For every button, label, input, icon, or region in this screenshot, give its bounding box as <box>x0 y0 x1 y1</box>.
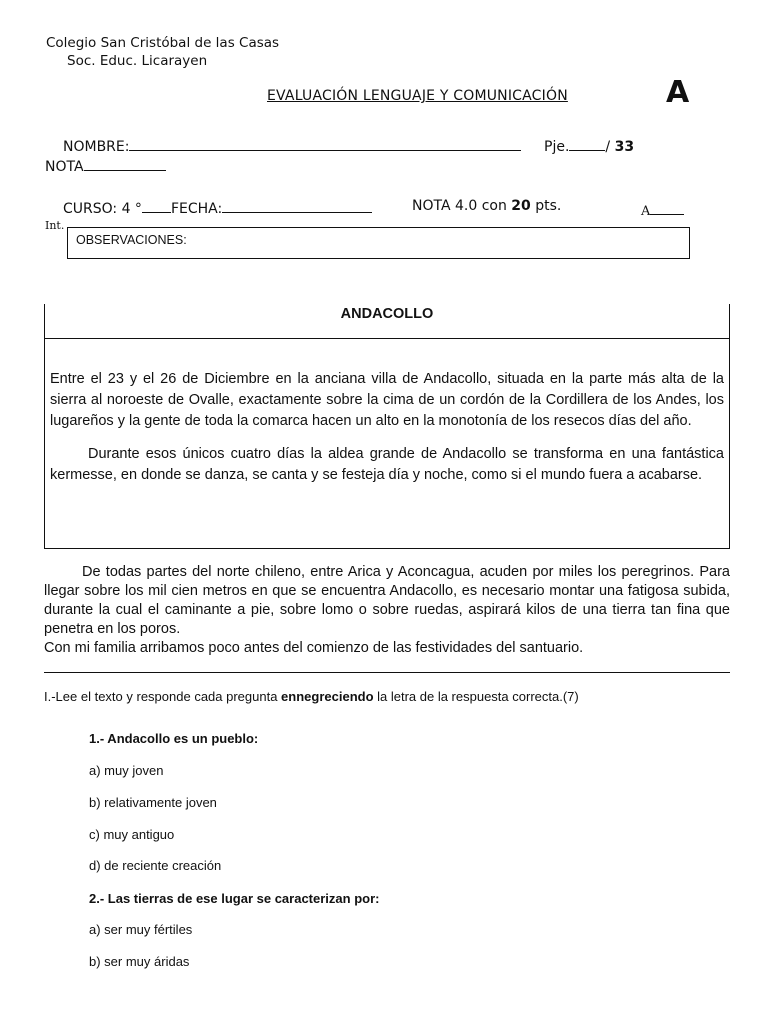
exam-title: EVALUACIÓN LENGUAJE Y COMUNICACIÓN <box>267 88 568 104</box>
question-1-option-d[interactable]: d) de reciente creación <box>89 858 222 873</box>
nombre-label: NOMBRE: <box>63 139 130 155</box>
nota-label: NOTA <box>45 159 84 175</box>
question-1-heading: 1.- Andacollo es un pueblo: <box>89 731 259 746</box>
pje-input-line[interactable] <box>569 136 605 151</box>
nota-row <box>45 156 166 175</box>
question-1-option-b[interactable]: b) relativamente joven <box>89 795 217 810</box>
name-row <box>63 136 521 155</box>
reading-continuation <box>44 563 730 658</box>
curso-row <box>63 198 372 217</box>
a-row <box>641 200 684 219</box>
reading-paragraph-1: Entre el 23 y el 26 de Diciembre en la anciana villa de Andacollo, situada en la parte más alta de la sierra al noroeste de Ovalle, exactamente sobre la cima de un cordón de la Cordillera de los Andes, los lugareños y la gente de toda la comarca hacen un alto en la monotonía de los resecos días del año. <box>50 371 724 429</box>
question-2-option-a[interactable]: a) ser muy fértiles <box>89 922 193 937</box>
int-label: Int. <box>45 219 65 232</box>
fecha-label: FECHA: <box>170 201 223 217</box>
instructions-bold: ennegreciendo <box>281 689 374 704</box>
school-society: Soc. Educ. Licarayen <box>67 53 208 69</box>
observaciones-box[interactable] <box>67 227 690 259</box>
curso-label: CURSO: 4 ° <box>63 201 142 217</box>
question-2-option-b[interactable]: b) ser muy áridas <box>89 954 190 969</box>
fecha-input-line[interactable] <box>222 198 372 213</box>
pje-total: 33 <box>614 139 635 155</box>
section-divider <box>44 672 730 673</box>
instructions-prefix: I.-Lee el texto y responde cada pregunta <box>44 689 282 704</box>
nota-rule-suffix: pts. <box>535 198 562 214</box>
reading-closing-line: Con mi familia arribamos poco antes del comienzo de las festividades del santuario. <box>44 640 584 656</box>
pje-row <box>544 136 634 155</box>
nota-rule <box>412 198 561 214</box>
instructions <box>44 689 579 704</box>
reading-box <box>44 304 730 549</box>
curso-input-line[interactable] <box>142 198 171 213</box>
instructions-suffix: la letra de la respuesta correcta.(7) <box>373 689 579 704</box>
a-input-line[interactable] <box>650 200 684 215</box>
school-name: Colegio San Cristóbal de las Casas <box>46 35 280 51</box>
pje-label: Pje. <box>544 139 570 155</box>
nota-rule-prefix: NOTA 4.0 con <box>412 198 507 214</box>
reading-body <box>45 339 729 486</box>
a-label: A <box>641 204 651 219</box>
nota-input-line[interactable] <box>84 156 166 171</box>
reading-paragraph-3: De todas partes del norte chileno, entre Arica y Aconcagua, acuden por miles los peregrinos. Para llegar sobre los mil cien metros en que se encuentra Andacollo, es necesario montar una fatigosa subida, durante la cual el caminante a pie, sobre lomo o sobre ruedas, aspirará kilos de una tierra tan fina que penetra en los poros. <box>44 564 730 637</box>
nota-rule-points: 20 <box>511 198 531 214</box>
question-1-option-a[interactable]: a) muy joven <box>89 763 164 778</box>
question-2-heading: 2.- Las tierras de ese lugar se caracterizan por: <box>89 891 380 906</box>
reading-paragraph-2: Durante esos únicos cuatro días la aldea grande de Andacollo se transforma en una fantástica kermesse, en donde se danza, se canta y se festeja día y noche, como si el mundo fuera a acabarse. <box>50 446 724 483</box>
pje-separator: / <box>605 139 611 155</box>
reading-title: ANDACOLLO <box>45 304 729 339</box>
nombre-input-line[interactable] <box>129 136 521 151</box>
question-1-option-c[interactable]: c) muy antiguo <box>89 827 175 842</box>
exam-version: A <box>666 75 690 110</box>
observaciones-label: OBSERVACIONES: <box>76 233 187 247</box>
